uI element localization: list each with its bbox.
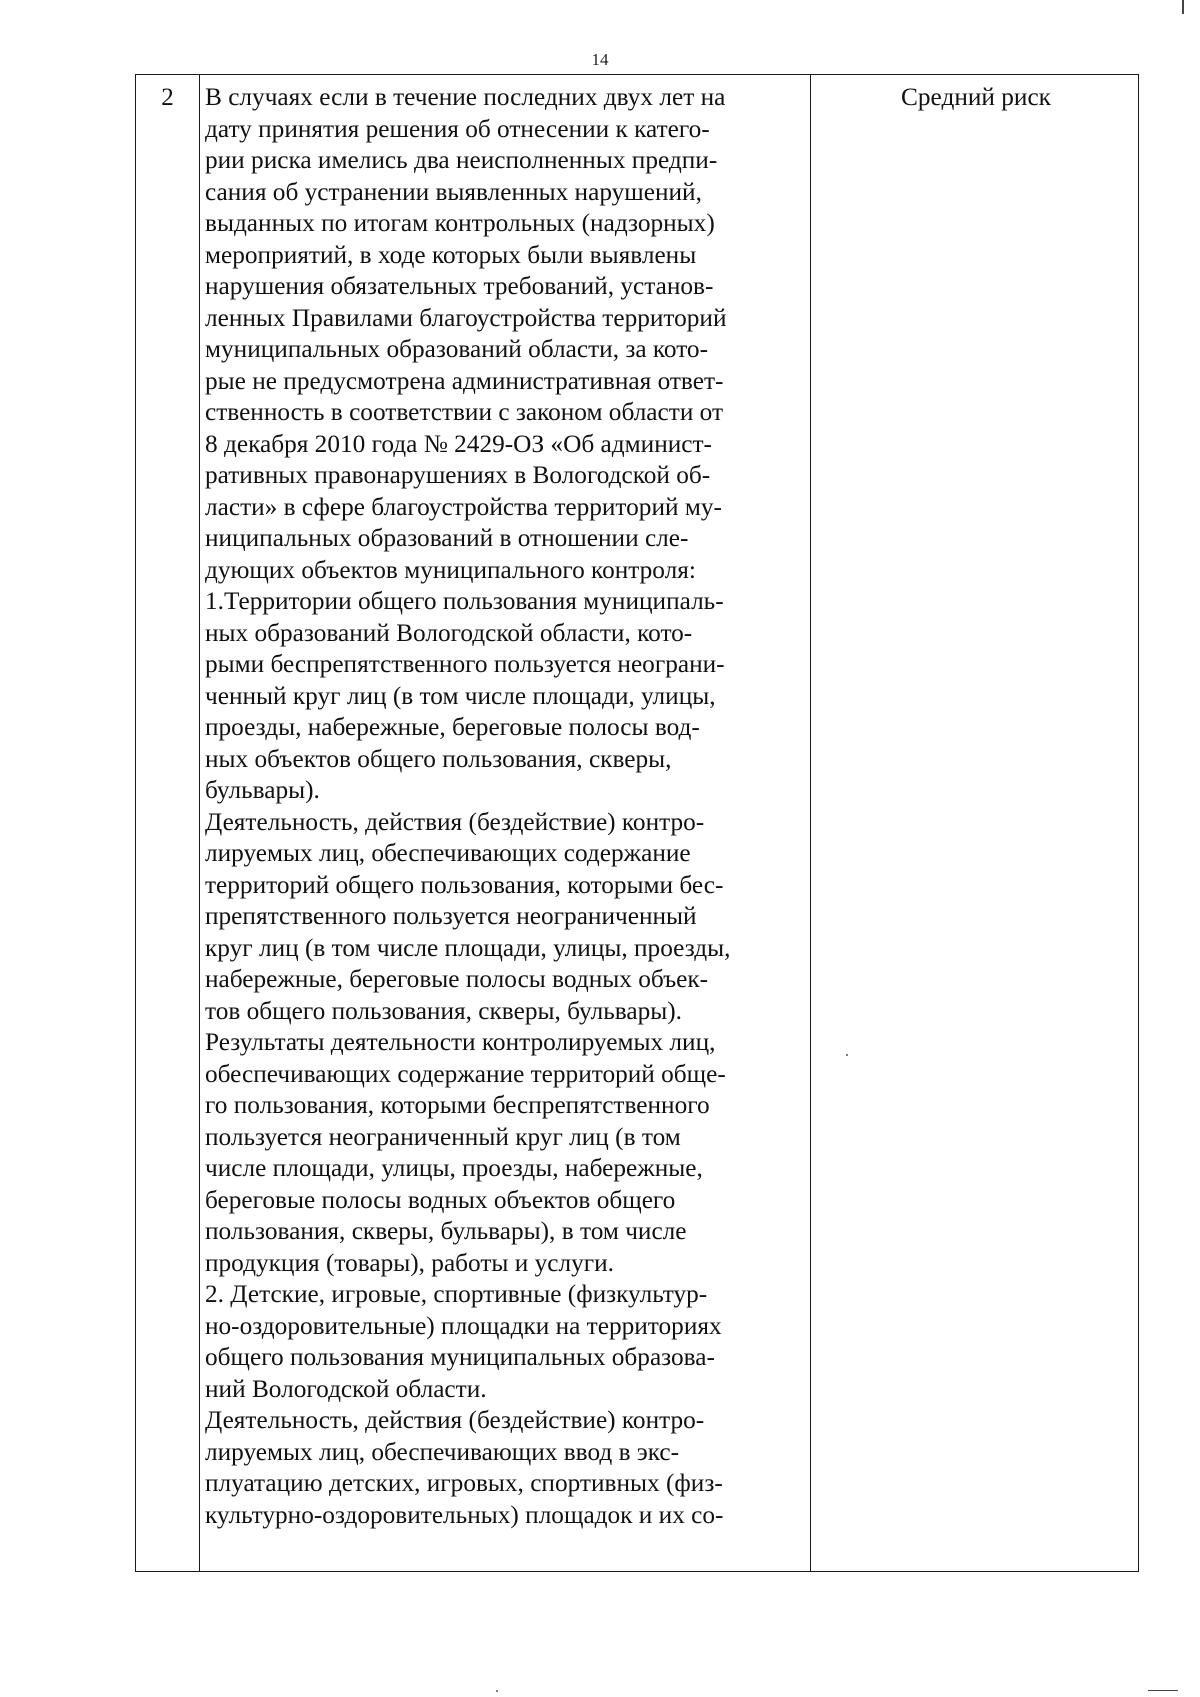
criteria-text-line: пользования, скверы, бульвары), в том числе [205,1217,687,1245]
criteria-text-line: мероприятий, в ходе которых были выявлены [205,240,697,269]
criteria-text-line: круг лиц (в том числе площади, улицы, проезды, [205,933,731,962]
criteria-text-line: дату принятия решения об отнесении к катего- [205,114,710,143]
criteria-text-line: 8 декабря 2010 года № 2429-ОЗ «Об админист- [205,429,712,458]
criteria-text-line: Деятельность, действия (бездействие) контро- [205,807,705,836]
criteria-text-line: продукция (товары), работы и услуги. [205,1248,614,1277]
risk-table [135,74,1139,1572]
criteria-text-line: сания об устранении выявленных нарушений, [205,177,702,206]
criteria-text-line: Деятельность, действия (бездействие) контро- [205,1406,705,1434]
criteria-text-line: рии риска имелись два неисполненных предпи- [205,146,718,174]
criteria-text-line: набережные, береговые полосы водных объек- [205,965,709,993]
criteria-text-line: но-оздоровительные) площадки на территориях [205,1311,722,1340]
criteria-text-line: препятственного пользуется неограниченный [205,902,697,930]
criteria-text-line: ченный круг лиц (в том числе площади, улицы, [205,681,716,710]
criteria-text-line: ственность в соответствии с законом области от [205,398,724,426]
criteria-text-line: нарушения обязательных требований, установ- [205,272,714,300]
risk-category-cell: Средний риск [901,83,1051,111]
criteria-text-line: ласти» в сфере благоустройства территорий му- [205,492,722,521]
criteria-text-line: бульвары). [205,776,320,804]
criteria-text-line: лируемых лиц, обеспечивающих содержание [205,839,691,867]
criteria-text-line: береговые полосы водных объектов общего [205,1185,676,1214]
criteria-text-line: общего пользования муниципальных образова- [205,1343,715,1371]
criteria-text-line: 2. Детские, игровые, спортивные (физкультур- [205,1280,708,1308]
criteria-text-line: плуатацию детских, игровых, спортивных (физ- [205,1469,723,1497]
column-divider-right [810,75,811,1571]
criteria-text-line: ниципальных образований в отношении сле- [205,524,689,552]
criteria-text-line: рые не предусмотрена административная ответ- [205,366,724,395]
criteria-text-cell [205,82,805,1531]
scan-edge-mark [1182,0,1184,14]
criteria-text-line: числе площади, улицы, проезды, набережные, [205,1154,703,1182]
criteria-text-line: ных образований Вологодской области, кото- [205,618,693,647]
criteria-text-line: ративных правонарушениях в Вологодской об- [205,461,711,489]
criteria-text-line: культурно-оздоровительных) площадок и их со- [205,1500,724,1529]
criteria-text-line: муниципальных образований области, за кото- [205,335,708,363]
criteria-text-line: проезды, набережные, береговые полосы вод- [205,713,700,741]
column-divider-left [199,75,200,1571]
criteria-text-line: выданных по итогам контрольных (надзорных) [205,209,715,237]
page-number: 14 [591,50,609,69]
criteria-text-line: лируемых лиц, обеспечивающих ввод в экс- [205,1437,680,1466]
scan-speck [846,1054,848,1056]
scan-edge-mark [1148,1690,1178,1691]
criteria-text-line: дующих объектов муниципального контроля: [205,555,696,584]
scan-speck [496,1690,498,1692]
criteria-text-line: 1.Территории общего пользования муниципаль- [205,587,724,615]
criteria-text-line: ний Вологодской области. [205,1374,487,1403]
criteria-text-line: В случаях если в течение последних двух лет на [205,83,726,111]
criteria-text-line: го пользования, которыми беспрепятственного [205,1091,710,1119]
criteria-text-line: территорий общего пользования, которыми бес- [205,870,724,899]
row-number-cell: 2 [161,84,174,111]
criteria-text-line: пользуется неограниченный круг лиц (в том [205,1122,681,1151]
criteria-text-line: обеспечивающих содержание территорий обще- [205,1059,726,1088]
criteria-text-line: Результаты деятельности контролируемых лиц, [205,1028,716,1056]
criteria-text-line: ленных Правилами благоустройства территорий [205,303,727,332]
criteria-text-line: рыми беспрепятственного пользуется неограни- [205,650,725,678]
criteria-text-line: тов общего пользования, скверы, бульвары). [205,996,682,1025]
criteria-text-line: ных объектов общего пользования, скверы, [205,744,672,773]
